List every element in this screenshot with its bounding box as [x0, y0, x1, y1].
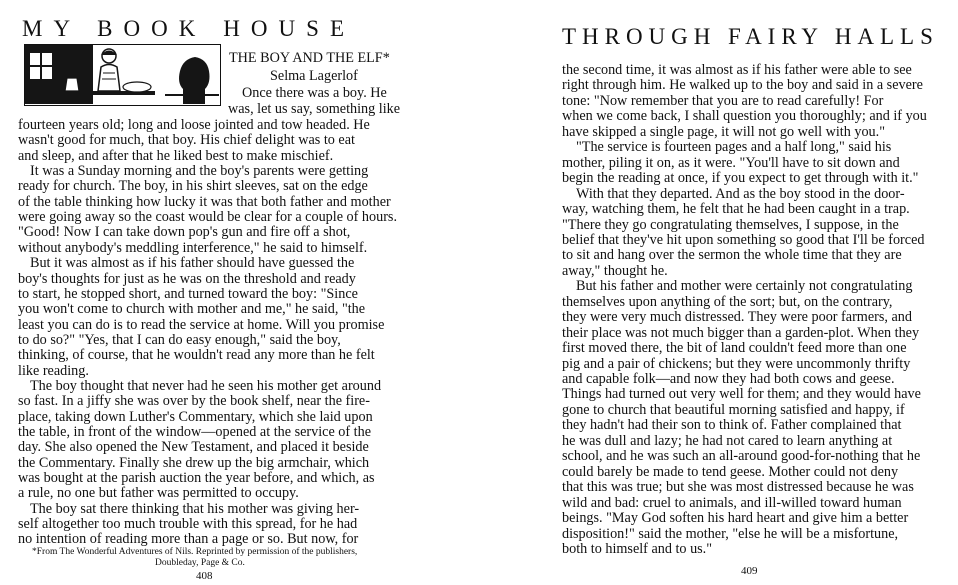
text-line: way, watching them, he felt that he had been caught in a trap. — [562, 201, 910, 218]
text-line: they hadn't had their son to think of. Father complained that — [562, 417, 902, 434]
text-line: and capable folk—and now they had both cows and geese. — [562, 371, 895, 387]
footnote: *From The Wonderful Adventures of Nils. Reprinted by permission of the publishers, — [32, 547, 358, 557]
text-line: "Good! Now I can take down pop's gun and fire off a shot, — [18, 224, 351, 241]
text-line: were going away so the coast would be clear for a couple of hours. — [18, 209, 397, 226]
text-line: so fast. In a jiffy she was over by the book shelf, near the fire- — [18, 393, 370, 410]
right-page — [480, 0, 958, 585]
text-line: With that they departed. And as the boy stood in the door- — [576, 185, 905, 202]
text-line: The boy sat there thinking that his mother was giving her- — [30, 500, 360, 517]
text-line: and sleep, and after that he liked best to make mischief. — [18, 147, 334, 164]
text-line: the table, in front of the window—opened at the service of the — [18, 424, 371, 440]
story-author: Selma Lagerlof — [270, 68, 358, 84]
text-line: self altogether too much trouble with this spread, for he had — [18, 516, 358, 533]
text-line: the Commentary. Finally she drew up the big armchair, which — [18, 454, 370, 471]
text-line: away," thought he. — [562, 262, 668, 279]
page-number: 409 — [741, 565, 758, 577]
text-line: to sit and hang over the sermon the whole time that they are — [562, 247, 902, 264]
boy-at-table-illustration — [24, 44, 221, 106]
text-line: both to himself and to us." — [562, 540, 713, 557]
text-line: was bought at the parish auction the year before, and which, as — [18, 470, 375, 487]
text-line: disposition!" said the mother, "else he will be a misfortune, — [562, 525, 899, 542]
text-line: first moved there, the bit of land couldn't feed more than one — [562, 340, 907, 357]
running-head: MY BOOK HOUSE — [22, 16, 356, 41]
text-line: when we come back, I shall question you thoroughly; and if you — [562, 108, 927, 125]
text-line: their place was not much bigger than a garden-plot. When they — [562, 324, 920, 341]
text-line: the second time, it was almost as if his father were able to see — [562, 62, 912, 78]
text-line: have skipped a single page, it will not go well with you." — [562, 123, 885, 140]
illustration-drawing — [25, 45, 219, 104]
text-line: least you can do is to read the service at home. Will you promise — [18, 316, 385, 333]
text-line: wild and bad: cruel to animals, and ill-willed toward human — [562, 494, 902, 511]
text-line: wasn't good for much, that boy. His chief delight was to eat — [18, 132, 355, 149]
text-line: beings. "May God soften his hard heart and give him a better — [562, 510, 909, 527]
page-number: 408 — [196, 570, 213, 582]
text-line: school, and he was such an all-around good-for-nothing that he — [562, 448, 921, 465]
text-line: day. She also opened the New Testament, and placed it beside — [18, 439, 369, 456]
text-line: It was a Sunday morning and the boy's parents were getting — [30, 163, 369, 180]
text-line: right through him. He walked up to the boy and said in a severe — [562, 77, 923, 94]
text-line: fourteen years old; long and loose jointed and tow headed. He — [18, 117, 370, 133]
text-line: But it was almost as if his father should have guessed the — [30, 255, 355, 272]
text-line: was, let us say, something like — [228, 101, 401, 117]
text-line: that this was true; but she was most distressed because he was — [562, 479, 914, 496]
text-line: like reading. — [18, 362, 89, 379]
text-line: Once there was a boy. He — [242, 85, 387, 101]
text-line: of the table thinking how lucky it was that both father and mother — [18, 193, 391, 210]
text-line: they were very much distressed. They were poor farmers, and — [562, 309, 912, 326]
text-line: But his father and mother were certainly not congratulating — [576, 278, 913, 295]
text-line: belief that they've hit upon something so good that I'll be forced — [562, 231, 925, 248]
text-line: a rule, no one but father was permitted to occupy. — [18, 485, 299, 502]
text-line: tone: "Now remember that you are to read carefully! For — [562, 92, 884, 109]
text-line: to do so?" "Yes, that I can do easy enough," said the boy, — [18, 331, 341, 348]
text-line: pig and a pair of chickens; but they were uncommonly thrifty — [562, 355, 911, 372]
text-line: no intention of reading more than a page or so. But now, for — [18, 531, 359, 548]
footnote: Doubleday, Page & Co. — [155, 558, 245, 568]
text-line: mother, piling it on, as it were. "You'll have to sit down and — [562, 154, 900, 171]
text-line: thinking, of course, that he wouldn't read any more than he felt — [18, 347, 375, 364]
text-line: Things had turned out very well for them; and they would have — [562, 386, 921, 403]
text-line: begin the reading at once, if you expect to get through with it." — [562, 170, 919, 187]
text-line: he was dull and lazy; he had not cared to learn anything at — [562, 432, 893, 449]
text-line: ready for church. The boy, in his shirt sleeves, sat on the edge — [18, 178, 368, 195]
text-line: themselves upon anything of the sort; but, on the contrary, — [562, 293, 893, 310]
left-page — [0, 0, 475, 585]
text-line: place, taking down Luther's Commentary, which she laid upon — [18, 408, 373, 425]
text-line: "There they go congratulating themselves, I suppose, in the — [562, 216, 899, 233]
text-line: you won't come to church with mother and me," he said, "the — [18, 301, 366, 318]
story-title: THE BOY AND THE ELF* — [229, 50, 390, 66]
text-line: The boy thought that never had he seen his mother get around — [30, 377, 382, 394]
text-line: could barely be made to tend geese. Mother could not deny — [562, 463, 899, 480]
text-line: gone to church that beautiful morning satisfied and happy, if — [562, 401, 905, 418]
running-head: THROUGH FAIRY HALLS — [562, 24, 939, 49]
text-line: without anybody's meddling interference," he said to himself. — [18, 239, 368, 256]
text-line: boy's thoughts for just as he was on the threshold and ready — [18, 270, 356, 287]
text-line: to start, he stopped short, and turned toward the boy: "Since — [18, 285, 358, 302]
text-line: "The service is fourteen pages and a half long," said his — [576, 139, 892, 156]
